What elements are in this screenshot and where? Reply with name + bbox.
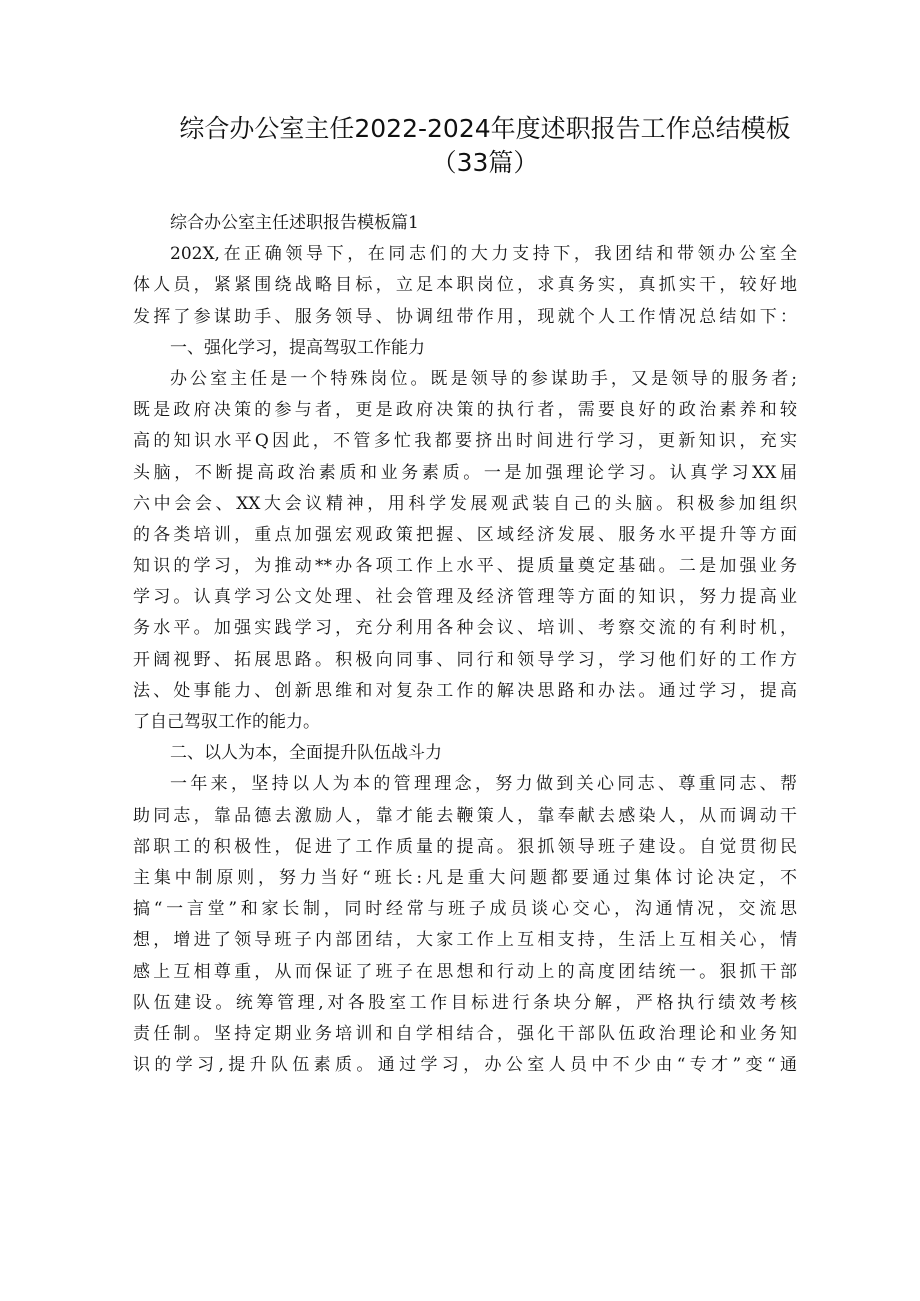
document-title <box>150 112 820 180</box>
text-line: 一、强化学习，提高驾驭工作能力 <box>170 337 425 358</box>
text-line: 知识的学习，为推动**办各项工作上水平、提质量奠定基础。二是加强业务 <box>133 556 797 577</box>
text-line: 发挥了参谋助手、服务领导、协调纽带作用，现就个人工作情况总结如下： <box>133 306 797 327</box>
text-line: 高的知识水平Q因此，不管多忙我都要挤出时间进行学习，更新知识，充实 <box>133 431 797 452</box>
text-line: 法、处事能力、创新思维和对复杂工作的解决思路和办法。通过学习，提高 <box>133 680 797 701</box>
text-line: 主集中制原则，努力当好“班长:凡是重大问题都要通过集体讨论决定，不 <box>133 867 797 888</box>
text-line: 二、以人为本，全面提升队伍战斗力 <box>170 743 442 764</box>
text-line: 责任制。坚持定期业务培训和自学相结合，强化干部队伍政治理论和业务知 <box>133 1023 797 1044</box>
text-line: 六中会会、XX大会议精神，用科学发展观武装自己的头脑。积极参加组织 <box>133 493 797 514</box>
text-line: 感上互相尊重，从而保证了班子在思想和行动上的高度团结统一。狠抓干部 <box>133 961 797 982</box>
text-line: 助同志，靠品德去激励人，靠才能去鞭策人，靠奉献去感染人，从而调动干 <box>133 805 797 826</box>
text-line: 体人员，紧紧围绕战略目标，立足本职岗位，求真务实，真抓实干，较好地 <box>133 275 797 296</box>
text-line: 既是政府决策的参与者，更是政府决策的执行者，需要良好的政治素养和较 <box>133 400 797 421</box>
text-line: 学习。认真学习公文处理、社会管理及经济管理等方面的知识，努力提高业 <box>133 587 797 608</box>
title-line-2: （33篇） <box>431 148 539 177</box>
text-line: 办公室主任是一个特殊岗位。既是领导的参谋助手，又是领导的服务者; <box>170 368 797 389</box>
text-line: 务水平。加强实践学习，充分利用各种会议、培训、考察交流的有利时机， <box>133 618 797 639</box>
text-line: 头脑，不断提高政治素质和业务素质。一是加强理论学习。认真学习XX届 <box>133 462 797 483</box>
title-line-1: 综合办公室主任2022-2024年度述职报告工作总结模板 <box>179 114 791 143</box>
text-line: 开阔视野、拓展思路。积极向同事、同行和领导学习，学习他们好的工作方 <box>133 649 797 670</box>
text-line: 识的学习,提升队伍素质。通过学习，办公室人员中不少由“专才”变“通 <box>133 1055 797 1076</box>
text-line: 综合办公室主任述职报告模板篇1 <box>170 213 419 233</box>
document-body <box>133 208 797 1081</box>
text-line: 202X,在正确领导下，在同志们的大力支持下，我团结和带领办公室全 <box>170 244 797 265</box>
text-line: 的各类培训，重点加强宏观政策把握、区域经济发展、服务水平提升等方面 <box>133 524 797 545</box>
text-line: 部职工的积极性，促进了工作质量的提高。狠抓领导班子建设。自觉贯彻民 <box>133 836 797 857</box>
text-line: 了自己驾驭工作的能力。 <box>133 712 320 732</box>
text-line: 搞“一言堂”和家长制，同时经常与班子成员谈心交心，沟通情况，交流思 <box>133 899 797 920</box>
text-line: 队伍建设。统筹管理,对各股室工作目标进行条块分解，严格执行绩效考核 <box>133 992 797 1013</box>
text-line: 一年来，坚持以人为本的管理理念，努力做到关心同志、尊重同志、帮 <box>170 774 797 795</box>
text-line: 想，增进了领导班子内部团结，大家工作上互相支持，生活上互相关心，情 <box>133 930 797 951</box>
